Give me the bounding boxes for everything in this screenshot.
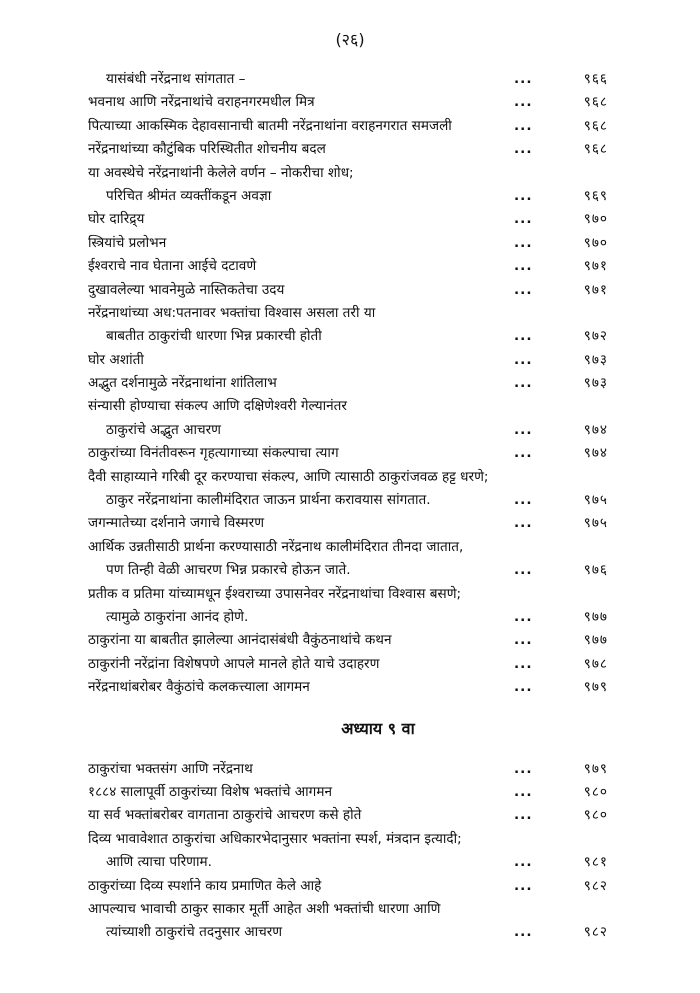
toc-entry <box>88 442 608 465</box>
toc-entry-leader: ... <box>514 562 533 579</box>
toc-entry-title: आर्थिक उन्नतीसाठी प्रार्थना करण्यासाठी नरेंद्रनाथ कालीमंदिरात तीनदा जातात, <box>88 538 464 555</box>
toc-entry-page: ९७५ <box>583 492 608 509</box>
toc-entry <box>88 559 608 582</box>
toc-entry <box>88 758 608 781</box>
toc-section-2 <box>88 758 608 945</box>
toc-entry <box>88 629 608 652</box>
toc-entry-page: ९७७ <box>583 608 608 625</box>
toc-entry-title: दिव्य भावावेशात ठाकुरांचा अधिकारभेदानुसार भक्तांना स्पर्श, मंत्रदान इत्यादी; <box>88 830 462 847</box>
toc-entry <box>88 781 608 804</box>
toc-entry-leader: ... <box>514 281 533 298</box>
toc-entry-leader: ... <box>514 679 533 696</box>
toc-entry-title: भवनाथ आणि नरेंद्रनाथांचे वराहनगरमधील मित्र <box>88 94 315 111</box>
toc-entry <box>88 466 608 489</box>
toc-entry-page: ९७३ <box>583 375 608 392</box>
toc-entry-page: ९७० <box>583 211 608 228</box>
table-of-contents <box>88 68 608 945</box>
toc-entry-page: ९७६ <box>583 562 608 579</box>
toc-entry-title: या सर्व भक्तांबरोबर वागताना ठाकुरांचे आचरण कसे होते <box>88 807 362 824</box>
toc-entry-page: ९७१ <box>583 258 608 275</box>
toc-entry-title: प्रतीक व प्रतिमा यांच्यामधून ईश्वराच्या उपासनेवर नरेंद्रनाथांचा विश्वास बसणे; <box>88 585 462 602</box>
toc-entry <box>88 676 608 699</box>
toc-entry-page: ९६८ <box>583 117 608 134</box>
toc-entry-page: ९६८ <box>583 94 608 111</box>
toc-entry <box>88 921 608 944</box>
toc-entry-title: ठाकुरांनी नरेंद्रांना विशेषपणे आपले मानले होते याचे उदाहरण <box>88 655 380 672</box>
toc-entry-title: स्त्रियांचे प्रलोभन <box>88 234 167 251</box>
toc-entry-page: ९७१ <box>583 281 608 298</box>
toc-entry-title: ठाकुरांच्या विनंतीवरून गृहत्यागाच्या संकल्पाचा त्याग <box>88 445 339 462</box>
toc-entry-leader: ... <box>514 351 533 368</box>
toc-entry-title: नरेंद्रनाथांच्या कौटुंबिक परिस्थितीत शोचनीय बदल <box>88 141 326 158</box>
toc-entry-leader: ... <box>514 760 533 777</box>
toc-entry <box>88 255 608 278</box>
toc-entry-page: ९७७ <box>583 632 608 649</box>
toc-entry-title: आपल्याच भावाची ठाकुर साकार मूर्ती आहेत अशी भक्तांची धारणा आणि <box>88 900 441 917</box>
toc-entry-page: ९७० <box>583 234 608 251</box>
toc-entry <box>88 138 608 161</box>
toc-entry-leader: ... <box>514 141 533 158</box>
toc-entry-title: यासंबंधी नरेंद्रनाथ सांगतात – <box>106 71 246 87</box>
toc-entry <box>88 162 608 185</box>
toc-entry-title: घोर अशांती <box>88 351 144 368</box>
toc-entry-page: ९७९ <box>583 760 608 777</box>
toc-entry-title: पण तिन्ही वेळी आचरण भिन्न प्रकारचे होऊन जाते. <box>106 562 351 579</box>
toc-entry-leader: ... <box>514 94 533 111</box>
toc-entry-title: १८८४ सालापूर्वी ठाकुरांच्या विशेष भक्तांचे आगमन <box>88 783 332 800</box>
toc-entry-page: ९८० <box>583 783 608 800</box>
toc-entry <box>88 185 608 208</box>
page-number: (२६) <box>335 30 365 49</box>
toc-entry-page: ९६८ <box>583 141 608 158</box>
toc-entry-page: ९७८ <box>583 655 608 672</box>
toc-entry-leader: ... <box>514 608 533 625</box>
toc-entry-leader: ... <box>514 445 533 462</box>
toc-entry <box>88 115 608 138</box>
toc-entry <box>88 302 608 325</box>
toc-entry-page: ९७४ <box>583 421 608 438</box>
toc-section-1 <box>88 68 608 700</box>
toc-entry-title: जगन्मातेच्या दर्शनाने जगाचे विस्मरण <box>88 515 265 532</box>
toc-entry <box>88 653 608 676</box>
toc-entry-title: नरेंद्रनाथांच्या अध:पतनावर भक्तांचा विश्वास असला तरी या <box>88 304 376 321</box>
toc-entry <box>88 512 608 535</box>
toc-entry-page: ९७५ <box>583 515 608 532</box>
toc-entry-leader: ... <box>514 117 533 134</box>
toc-entry-leader: ... <box>514 421 533 438</box>
toc-entry-leader: ... <box>514 854 533 871</box>
toc-entry-leader: ... <box>514 258 533 275</box>
toc-entry-title: आणि त्याचा परिणाम. <box>106 854 212 871</box>
toc-entry-page: ९८२ <box>583 877 608 894</box>
toc-entry-title: दैवी साहाय्याने गरिबी दूर करण्याचा संकल्प, आणि त्यासाठी ठाकुरांजवळ हट्ट धरणे; <box>88 468 489 485</box>
toc-entry-leader: ... <box>514 234 533 251</box>
toc-entry-title: परिचित श्रीमंत व्यक्तींकडून अवज्ञा <box>106 187 272 204</box>
toc-entry <box>88 419 608 442</box>
toc-entry-page: ९६६ <box>583 71 608 87</box>
toc-entry-leader: ... <box>514 655 533 672</box>
toc-entry-title: नरेंद्रनाथांबरोबर वैकुंठांचे कलकत्त्याला आगमन <box>88 679 310 696</box>
toc-entry <box>88 898 608 921</box>
toc-entry-title: ठाकुर नरेंद्रनाथांना कालीमंदिरात जाऊन प्रार्थना करावयास सांगतात. <box>106 492 431 509</box>
toc-entry-page: ९७४ <box>583 445 608 462</box>
toc-entry <box>88 232 608 255</box>
toc-entry <box>88 68 608 91</box>
toc-entry-title: या अवस्थेचे नरेंद्रनाथांनी केलेले वर्णन – नोकरीचा शोध; <box>88 164 354 181</box>
toc-entry-title: ठाकुरांना या बाबतीत झालेल्या आनंदासंबंधी वैकुंठनाथांचे कथन <box>88 632 392 649</box>
toc-entry <box>88 208 608 231</box>
toc-entry <box>88 606 608 629</box>
toc-entry-page: ९७२ <box>583 328 608 345</box>
toc-entry-leader: ... <box>514 783 533 800</box>
toc-entry-page: ९६९ <box>583 187 608 204</box>
toc-entry <box>88 91 608 114</box>
toc-entry <box>88 875 608 898</box>
toc-entry-leader: ... <box>514 71 533 87</box>
toc-entry-leader: ... <box>514 187 533 204</box>
toc-entry <box>88 372 608 395</box>
toc-entry-leader: ... <box>514 492 533 509</box>
toc-entry <box>88 325 608 348</box>
toc-entry-page: ९८० <box>583 807 608 824</box>
toc-entry-leader: ... <box>514 328 533 345</box>
toc-entry-title: ठाकुरांचे अद्भुत आचरण <box>106 421 221 438</box>
chapter-heading: अध्याय ९ वा <box>341 718 415 738</box>
toc-entry-title: त्यामुळे ठाकुरांना आनंद होणे. <box>106 608 249 625</box>
toc-entry <box>88 536 608 559</box>
toc-entry <box>88 489 608 512</box>
toc-entry-leader: ... <box>514 807 533 824</box>
toc-entry <box>88 828 608 851</box>
toc-entry-title: ठाकुरांचा भक्तसंग आणि नरेंद्रनाथ <box>88 760 253 777</box>
toc-entry-title: त्यांच्याशी ठाकुरांचे तदनुसार आचरण <box>106 924 283 941</box>
toc-entry-title: दुखावलेल्या भावनेमुळे नास्तिकतेचा उदय <box>88 281 285 298</box>
toc-entry-page: ९८२ <box>583 924 608 941</box>
toc-entry <box>88 583 608 606</box>
toc-entry-page: ९७९ <box>583 679 608 696</box>
toc-entry <box>88 851 608 874</box>
toc-entry-title: पित्याच्या आकस्मिक देहावसानाची बातमी नरेंद्रनाथांना वराहनगरात समजली <box>88 117 452 134</box>
toc-entry-leader: ... <box>514 632 533 649</box>
toc-entry-title: बाबतीत ठाकुरांची धारणा भिन्न प्रकारची होती <box>106 328 322 345</box>
toc-entry-leader: ... <box>514 211 533 228</box>
toc-entry-leader: ... <box>514 877 533 894</box>
toc-entry-page: ९८१ <box>583 854 608 871</box>
toc-entry-leader: ... <box>514 924 533 941</box>
toc-entry-leader: ... <box>514 515 533 532</box>
toc-entry-page: ९७३ <box>583 351 608 368</box>
toc-entry-leader: ... <box>514 375 533 392</box>
toc-entry-title: अद्भुत दर्शनामुळे नरेंद्रनाथांना शांतिलाभ <box>88 375 277 392</box>
toc-entry-title: संन्यासी होण्याचा संकल्प आणि दक्षिणेश्वरी गेल्यानंतर <box>88 398 347 415</box>
toc-entry <box>88 279 608 302</box>
toc-entry <box>88 804 608 827</box>
toc-entry-title: ठाकुरांच्या दिव्य स्पर्शाने काय प्रमाणित केले आहे <box>88 877 322 894</box>
toc-entry <box>88 395 608 418</box>
toc-entry <box>88 349 608 372</box>
toc-entry-title: ईश्वराचे नाव घेताना आईचे दटावणे <box>88 258 257 275</box>
toc-entry-title: घोर दारिद्र्य <box>88 211 145 228</box>
